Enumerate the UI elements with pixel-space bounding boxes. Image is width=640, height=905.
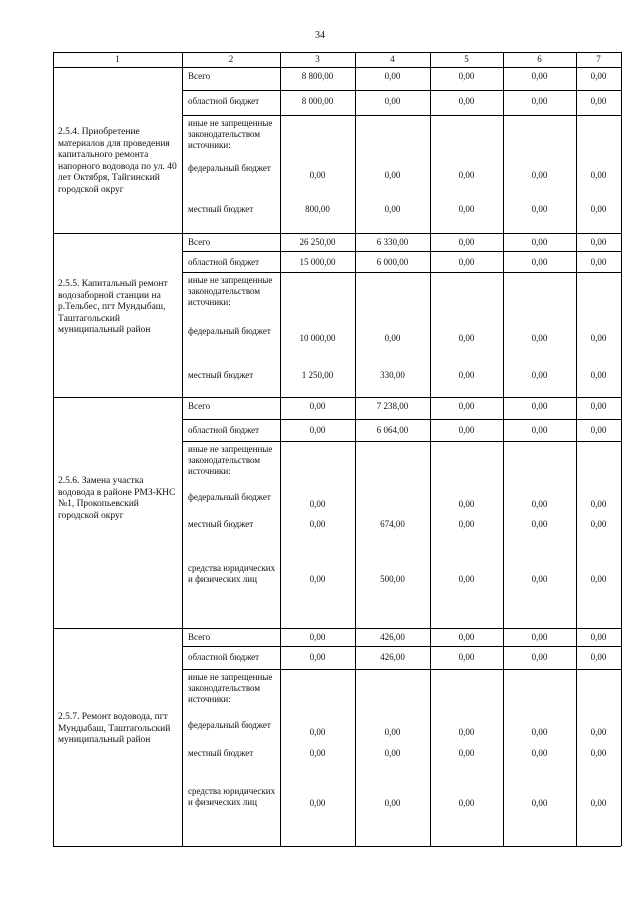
value-cell: 0,00 [590, 425, 607, 435]
value-cell: 0,00 [531, 333, 548, 343]
column-header: 6 [537, 54, 542, 64]
value-cell: 6 330,00 [376, 237, 409, 247]
value-cell: 0,00 [458, 401, 475, 411]
value-cell: 0,00 [590, 748, 607, 758]
row-rule [182, 646, 621, 647]
header-bottom-rule [53, 67, 621, 68]
value-cell: 0,00 [590, 727, 607, 737]
measure-name: 2.5.4. Приобретение материалов для проведения капитального ремонта напорного водовода по ул. 40 лет Октября, Тайгинский городской округ [58, 127, 177, 195]
value-cell: 0,00 [531, 652, 548, 662]
value-cell: 0,00 [309, 632, 326, 642]
row-label-federal: федеральный бюджет [188, 720, 271, 730]
value-cell: 800,00 [305, 204, 330, 214]
value-cell: 0,00 [458, 652, 475, 662]
value-cell: 0,00 [384, 727, 401, 737]
value-cell: 674,00 [380, 519, 405, 529]
value-cell: 0,00 [590, 499, 607, 509]
value-cell: 6 000,00 [376, 257, 409, 267]
row-label-regional: областной бюджет [188, 425, 260, 435]
block-divider [53, 233, 621, 234]
value-cell: 0,00 [309, 574, 326, 584]
value-cell: 8 800,00 [301, 71, 334, 81]
value-cell: 0,00 [531, 257, 548, 267]
value-cell: 0,00 [458, 333, 475, 343]
block-divider [53, 397, 621, 398]
value-cell: 0,00 [531, 170, 548, 180]
value-cell: 0,00 [384, 71, 401, 81]
row-label-local: местный бюджет [188, 748, 254, 758]
value-cell: 0,00 [309, 519, 326, 529]
row-label-other-sources: иные не запрещенные законодательством источники: [188, 672, 273, 704]
value-cell: 0,00 [384, 333, 401, 343]
value-cell: 0,00 [531, 727, 548, 737]
row-label-total: Всего [188, 632, 211, 642]
value-cell: 0,00 [458, 632, 475, 642]
row-label-local: местный бюджет [188, 204, 254, 214]
value-cell: 0,00 [309, 798, 326, 808]
row-label-other-sources: иные не запрещенные законодательством источники: [188, 444, 273, 476]
page-number: 34 [315, 30, 325, 41]
value-cell: 0,00 [384, 748, 401, 758]
value-cell: 0,00 [384, 96, 401, 106]
value-cell: 0,00 [531, 798, 548, 808]
value-cell: 0,00 [531, 632, 548, 642]
value-cell: 0,00 [384, 170, 401, 180]
row-label-total: Всего [188, 401, 211, 411]
row-label-total: Всего [188, 71, 211, 81]
value-cell: 500,00 [380, 574, 405, 584]
value-cell: 0,00 [590, 204, 607, 214]
value-cell: 426,00 [380, 632, 405, 642]
value-cell: 0,00 [458, 574, 475, 584]
table-column-rule [182, 52, 183, 846]
value-cell: 0,00 [309, 401, 326, 411]
value-cell: 0,00 [531, 96, 548, 106]
table-column-rule [621, 52, 622, 846]
row-label-legal-entities: средства юридических и физических лиц [188, 786, 276, 807]
value-cell: 0,00 [384, 798, 401, 808]
value-cell: 0,00 [531, 499, 548, 509]
budget-table [53, 52, 621, 846]
row-label-regional: областной бюджет [188, 257, 260, 267]
row-label-local: местный бюджет [188, 370, 254, 380]
value-cell: 0,00 [458, 425, 475, 435]
row-label-federal: федеральный бюджет [188, 163, 271, 173]
value-cell: 1 250,00 [301, 370, 334, 380]
value-cell: 0,00 [458, 798, 475, 808]
value-cell: 0,00 [590, 632, 607, 642]
value-cell: 0,00 [309, 170, 326, 180]
value-cell: 0,00 [590, 798, 607, 808]
row-label-legal-entities: средства юридических и физических лиц [188, 563, 276, 584]
row-label-other-sources: иные не запрещенные законодательством источники: [188, 118, 273, 150]
value-cell: 0,00 [458, 170, 475, 180]
row-label-federal: федеральный бюджет [188, 492, 271, 502]
value-cell: 10 000,00 [299, 333, 336, 343]
value-cell: 0,00 [309, 727, 326, 737]
value-cell: 0,00 [590, 237, 607, 247]
value-cell: 0,00 [590, 652, 607, 662]
column-header: 4 [390, 54, 395, 64]
row-rule [182, 90, 621, 91]
table-bottom-rule [53, 846, 621, 847]
value-cell: 0,00 [458, 727, 475, 737]
row-label-total: Всего [188, 237, 211, 247]
value-cell: 0,00 [384, 204, 401, 214]
value-cell: 0,00 [590, 257, 607, 267]
row-label-regional: областной бюджет [188, 652, 260, 662]
measure-name: 2.5.7. Ремонт водовода, пгт Мундыбаш, Таштагольский муниципальный район [58, 712, 171, 745]
column-header: 1 [115, 54, 120, 64]
value-cell: 0,00 [590, 519, 607, 529]
row-label-other-sources: иные не запрещенные законодательством источники: [188, 275, 273, 307]
measure-name: 2.5.6. Замена участка водовода в районе РМЗ-КНС №1, Прокопьевский городской округ [58, 476, 176, 521]
row-rule [182, 669, 621, 670]
value-cell: 0,00 [531, 237, 548, 247]
value-cell: 0,00 [590, 401, 607, 411]
value-cell: 0,00 [458, 96, 475, 106]
value-cell: 0,00 [531, 519, 548, 529]
value-cell: 6 064,00 [376, 425, 409, 435]
value-cell: 0,00 [458, 748, 475, 758]
value-cell: 0,00 [458, 257, 475, 267]
value-cell: 0,00 [590, 71, 607, 81]
table-column-rule [53, 52, 54, 846]
measure-name: 2.5.5. Капитальный ремонт водозаборной станции на р.Тельбес, пгт Мундыбаш, Таштагольский муниципальный район [58, 279, 168, 335]
column-header: 7 [596, 54, 601, 64]
row-rule [182, 251, 621, 252]
value-cell: 330,00 [380, 370, 405, 380]
value-cell: 0,00 [531, 401, 548, 411]
table-top-rule [53, 52, 621, 53]
value-cell: 426,00 [380, 652, 405, 662]
value-cell: 0,00 [590, 333, 607, 343]
value-cell: 0,00 [458, 237, 475, 247]
block-divider [53, 628, 621, 629]
value-cell: 26 250,00 [299, 237, 336, 247]
value-cell: 0,00 [531, 748, 548, 758]
value-cell: 0,00 [458, 519, 475, 529]
value-cell: 0,00 [531, 425, 548, 435]
row-rule [182, 272, 621, 273]
value-cell: 0,00 [531, 71, 548, 81]
row-rule [182, 441, 621, 442]
value-cell: 0,00 [458, 370, 475, 380]
column-header: 3 [315, 54, 320, 64]
value-cell: 0,00 [531, 574, 548, 584]
value-cell: 0,00 [309, 425, 326, 435]
row-rule [182, 419, 621, 420]
value-cell: 0,00 [458, 71, 475, 81]
value-cell: 15 000,00 [299, 257, 336, 267]
row-label-federal: федеральный бюджет [188, 326, 271, 336]
value-cell: 0,00 [309, 748, 326, 758]
row-label-local: местный бюджет [188, 519, 254, 529]
value-cell: 0,00 [458, 204, 475, 214]
row-label-regional: областной бюджет [188, 96, 260, 106]
value-cell: 7 238,00 [376, 401, 409, 411]
value-cell: 0,00 [531, 204, 548, 214]
value-cell: 0,00 [531, 370, 548, 380]
value-cell: 0,00 [590, 170, 607, 180]
value-cell: 0,00 [309, 652, 326, 662]
value-cell: 0,00 [590, 370, 607, 380]
value-cell: 8 000,00 [301, 96, 334, 106]
row-rule [182, 115, 621, 116]
column-header: 2 [228, 54, 234, 64]
value-cell: 0,00 [590, 96, 607, 106]
value-cell: 0,00 [309, 499, 326, 509]
value-cell: 0,00 [458, 499, 475, 509]
value-cell: 0,00 [590, 574, 607, 584]
column-header: 5 [464, 54, 469, 64]
